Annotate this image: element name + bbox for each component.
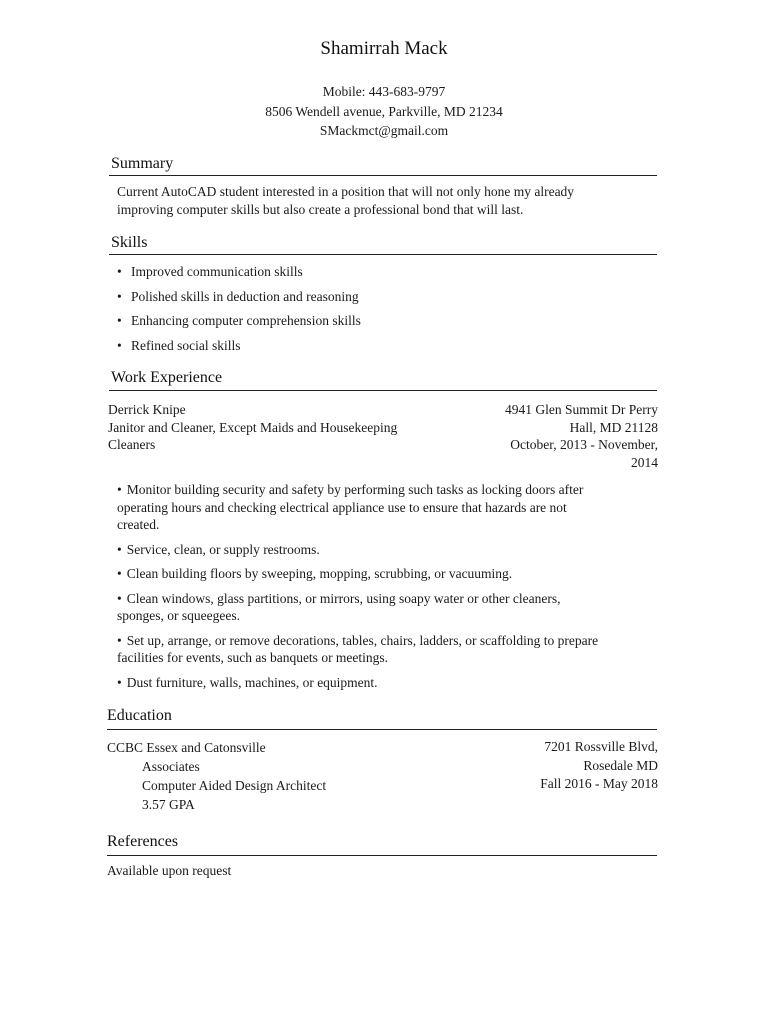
bullet-icon: • — [117, 264, 122, 279]
bullet-icon: • — [117, 674, 122, 690]
contact-mobile: Mobile: 443-683-9797 — [322, 84, 446, 99]
job-title: Cleaners — [108, 437, 156, 452]
list-item — [117, 565, 662, 583]
duty-text: Set up, arrange, or remove decorations, tables, chairs, ladders, or scaffolding to prepare — [126, 632, 599, 648]
education-school-block — [107, 738, 326, 814]
school-location: Rosedale MD — [583, 757, 658, 773]
education-location-block — [540, 738, 658, 794]
references-text: Available upon request — [107, 863, 232, 878]
contact-address: 8506 Wendell avenue, Parkville, MD 21234 — [265, 103, 503, 119]
program: Computer Aided Design Architect — [142, 778, 327, 793]
skill-text: Refined social skills — [131, 337, 241, 353]
references-divider — [107, 855, 657, 856]
duty-text: Dust furniture, walls, machines, or equipment. — [126, 674, 378, 690]
duty-text: sponges, or squeegees. — [117, 608, 240, 623]
list-item — [117, 541, 662, 559]
duty-text: Service, clean, or supply restrooms. — [126, 541, 320, 557]
list-item — [117, 481, 662, 534]
summary-line: Current AutoCAD student interested in a position that will not only hone my already — [117, 184, 575, 199]
skills-list — [117, 263, 361, 361]
contact-block — [0, 82, 768, 141]
education-divider — [107, 729, 657, 730]
degree: Associates — [142, 759, 200, 774]
skill-text: Enhancing computer comprehension skills — [131, 313, 361, 328]
work-dates: October, 2013 - November, — [510, 437, 658, 452]
bullet-icon: • — [117, 566, 122, 581]
education-heading: Education — [107, 707, 172, 724]
gpa: 3.57 GPA — [142, 797, 195, 812]
bullet-icon: • — [117, 590, 122, 606]
bullet-icon: • — [117, 482, 122, 497]
skill-text: Polished skills in deduction and reasoning — [131, 288, 359, 304]
duty-text: Clean windows, glass partitions, or mirrors, using soapy water or other cleaners, — [126, 590, 561, 606]
skills-divider — [109, 254, 657, 255]
contact-email: SMackmct@gmail.com — [319, 123, 449, 138]
work-heading: Work Experience — [111, 369, 223, 386]
bullet-icon: • — [117, 337, 122, 353]
duty-line — [117, 674, 662, 692]
duty-text: created. — [117, 517, 160, 532]
list-item — [117, 590, 662, 625]
list-item — [117, 632, 662, 667]
references-heading: References — [107, 833, 179, 850]
duties-list — [117, 481, 662, 698]
duty-line — [117, 607, 662, 625]
candidate-name: Shamirrah Mack — [320, 38, 448, 59]
duty-line — [117, 481, 662, 499]
list-item — [117, 674, 662, 692]
work-divider — [109, 390, 657, 391]
duty-line — [117, 516, 662, 534]
duty-text: facilities for events, such as banquets or meetings. — [117, 650, 389, 665]
list-item — [117, 312, 361, 330]
duty-line — [117, 590, 662, 608]
list-item — [117, 288, 361, 306]
duty-line — [117, 541, 662, 559]
skill-text: Improved communication skills — [131, 264, 303, 279]
summary-divider — [109, 175, 657, 176]
bullet-icon: • — [117, 313, 122, 328]
school-name: CCBC Essex and Catonsville — [107, 740, 266, 755]
bullet-icon: • — [117, 541, 122, 557]
education-dates: Fall 2016 - May 2018 — [540, 776, 658, 791]
duty-line — [117, 649, 662, 667]
duty-text: Monitor building security and safety by performing such tasks as locking doors after — [126, 482, 584, 497]
job-title: Janitor and Cleaner, Except Maids and Housekeeping — [108, 419, 398, 435]
duty-line — [117, 565, 662, 583]
work-location-block — [505, 401, 658, 471]
summary-heading: Summary — [111, 155, 174, 172]
summary-line: improving computer skills but also create a professional bond that will last. — [117, 201, 524, 217]
skills-heading: Skills — [111, 234, 148, 251]
work-dates: 2014 — [631, 454, 658, 470]
employer-name: Derrick Knipe — [108, 402, 186, 417]
duty-line — [117, 632, 662, 650]
work-employer-block — [108, 401, 397, 454]
duty-text: Clean building floors by sweeping, mopping, scrubbing, or vacuuming. — [126, 566, 513, 581]
bullet-icon: • — [117, 632, 122, 648]
duty-text: operating hours and checking electrical appliance use to ensure that hazards are not — [117, 499, 567, 515]
list-item — [117, 263, 361, 281]
bullet-icon: • — [117, 288, 122, 304]
work-location: Hall, MD 21128 — [569, 419, 658, 435]
duty-line — [117, 499, 662, 517]
list-item — [117, 337, 361, 355]
work-location: 4941 Glen Summit Dr Perry — [505, 402, 658, 417]
summary-text — [117, 183, 574, 218]
school-location: 7201 Rossville Blvd, — [544, 739, 658, 754]
